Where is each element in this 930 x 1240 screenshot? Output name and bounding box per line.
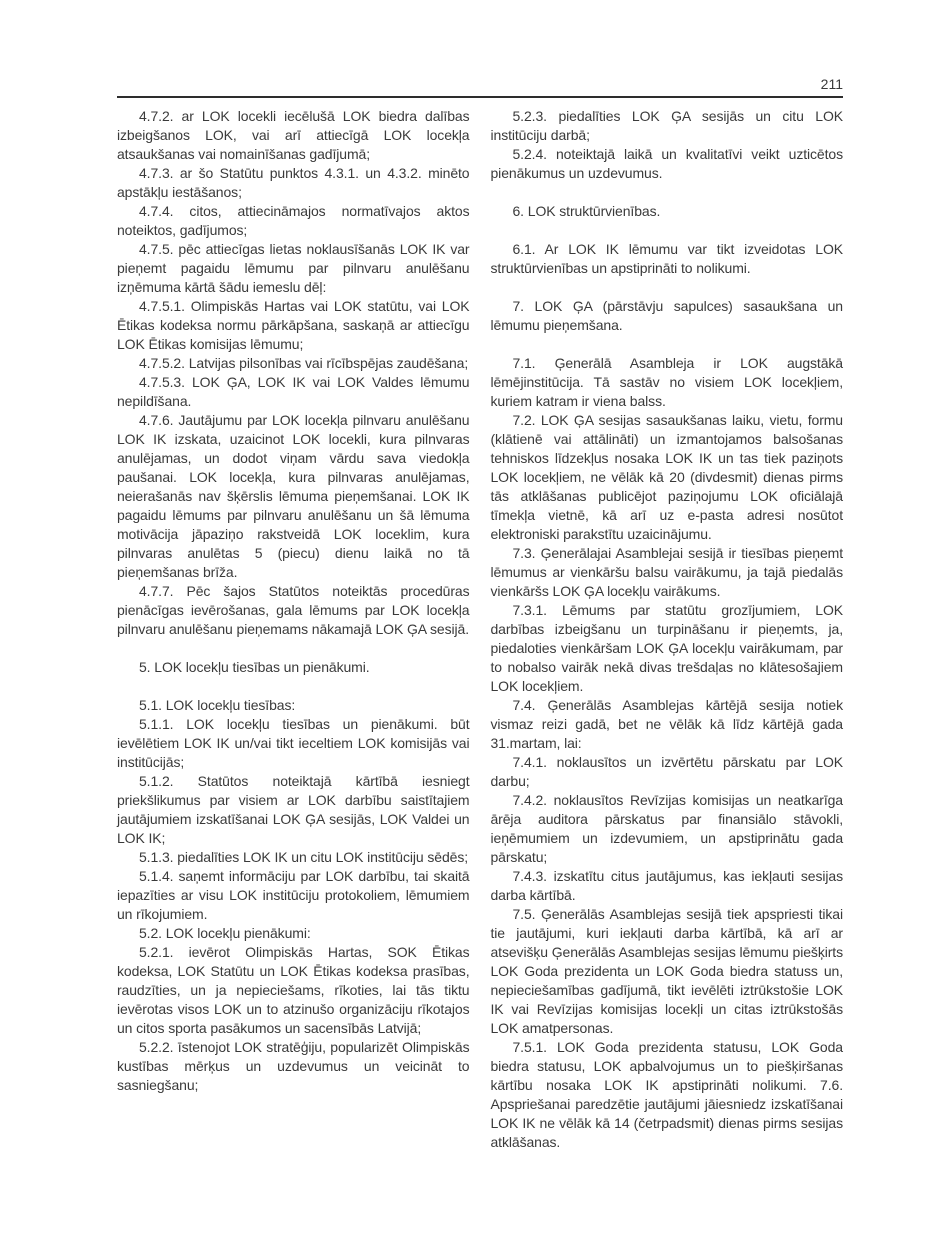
- paragraph: 5.2.4. noteiktajā laikā un kvalitatīvi veikt uzticētos pienākumus un uzdevumus.: [490, 146, 843, 181]
- paragraph: 7.3. Ģenerālajai Asamblejai sesijā ir tiesības pieņemt lēmumus ar vienkāršu balsu vairākumu, ja tajā piedalās vienkāršs LOK ĢA locekļu vairākums.: [490, 545, 843, 599]
- paragraph: 5.1. LOK locekļu tiesības:: [139, 697, 296, 713]
- paragraph: 4.7.5.3. LOK ĢA, LOK IK vai LOK Valdes lēmumu nepildīšana.: [117, 374, 470, 409]
- paragraph: 5.2.2. īstenojot LOK stratēģiju, popularizēt Olimpiskās kustības mērķus un uzdevumus un veicināt to sasniegšanu;: [117, 1039, 470, 1093]
- section-heading: 5. LOK locekļu tiesības un pienākumi.: [139, 659, 370, 675]
- paragraph: 7.4.1. noklausītos un izvērtētu pārskatu par LOK darbu;: [490, 754, 843, 789]
- left-column: [117, 107, 470, 1152]
- paragraph: 7.2. LOK ĢA sesijas sasaukšanas laiku, vietu, formu (klātienē vai attālināti) un izmantojamos balsošanas tehniskos līdzekļus nosaka LOK IK un tas tiek paziņots LOK locekļiem, ne vēlāk kā 20 (divdesmit) dienas pirms tās atklāšanas publicējot paziņojumu LOK oficiālajā tīmekļa vietnē, kā arī uz e-pasta adresi nosūtot elektroniski parakstītu uzaicinājumu.: [490, 412, 843, 542]
- page-header: [117, 76, 843, 98]
- paragraph: 4.7.5.2. Latvijas pilsonības vai rīcībspējas zaudēšana;: [139, 355, 469, 371]
- header-rule: [117, 96, 843, 98]
- paragraph: 5.1.1. LOK locekļu tiesības un pienākumi. būt ievēlētiem LOK IK un/vai tikt ieceltiem LOK komisijās vai institūcijās;: [117, 716, 470, 770]
- two-column-body: [117, 107, 843, 1152]
- section-heading: 6. LOK struktūrvienības.: [512, 203, 661, 219]
- paragraph: 5.2. LOK locekļu pienākumi:: [139, 925, 311, 941]
- section-heading: 7. LOK ĢA (pārstāvju sapulces) sasaukšana un lēmumu pieņemšana.: [490, 298, 843, 333]
- paragraph: 7.1. Ģenerālā Asambleja ir LOK augstākā lēmējinstitūcija. Tā sastāv no visiem LOK locekļiem, kuriem katram ir viena balss.: [490, 355, 843, 409]
- paragraph: 4.7.3. ar šo Statūtu punktos 4.3.1. un 4.3.2. minēto apstākļu iestāšanos;: [117, 165, 470, 200]
- page-number: 211: [820, 76, 843, 92]
- paragraph: 5.2.3. piedalīties LOK ĢA sesijās un citu LOK institūciju darbā;: [490, 108, 843, 143]
- paragraph: 6.1. Ar LOK IK lēmumu var tikt izveidotas LOK struktūrvienības un apstiprināti to nolikumi.: [490, 241, 843, 276]
- paragraph: 4.7.5. pēc attiecīgas lietas noklausīšanās LOK IK var pieņemt pagaidu lēmumu par pilnvaru anulēšanu izņēmuma kārtā šādu iemeslu dēļ:: [117, 241, 470, 295]
- paragraph: 7.3.1. Lēmums par statūtu grozījumiem, LOK darbības izbeigšanu un turpināšanu ir pieņemts, ja, piedaloties vienkāršam LOK ĢA locekļu vairākumam, par to nobalso vairāk nekā divas trešdaļas no klātesošajiem LOK locekļiem.: [490, 602, 843, 694]
- paragraph: 5.1.3. piedalīties LOK IK un citu LOK institūciju sēdēs;: [139, 849, 469, 865]
- paragraph: 4.7.2. ar LOK locekli iecēlušā LOK biedra dalības izbeigšanos LOK, vai arī attiecīgā LOK locekļa atsaukšanas vai nomainīšanas gadījumā;: [117, 108, 470, 162]
- paragraph: 4.7.5.1. Olimpiskās Hartas vai LOK statūtu, vai LOK Ētikas kodeksa normu pārkāpšana, saskaņā ar attiecīgu LOK Ētikas komisijas lēmumu;: [117, 298, 470, 352]
- paragraph: 5.1.4. saņemt informāciju par LOK darbību, tai skaitā iepazīties ar visu LOK institūciju protokoliem, lēmumiem un rīkojumiem.: [117, 868, 470, 922]
- paragraph: 7.4.2. noklausītos Revīzijas komisijas un neatkarīga ārēja auditora pārskatus par finansiālo stāvokli, ieņēmumiem un izdevumiem, un apstiprinātu gada pārskatu;: [490, 792, 843, 865]
- paragraph: 7.5. Ģenerālās Asamblejas sesijā tiek apspriesti tikai tie jautājumi, kuri iekļauti darba kārtībā, kā arī ar atsevišķu Ģenerālās Asamblejas sesijas lēmumu piešķirts LOK Goda prezidenta un LOK Goda biedra statuss un, nepieciešamības gadījumā, tikt ievēlēti iztrūkstošie LOK IK vai Revīzijas komisijas locekļi un citas iztrūkstošās LOK amatpersonas.: [490, 906, 843, 1036]
- paragraph: 4.7.4. citos, attiecināmajos normatīvajos aktos noteiktos, gadījumos;: [117, 203, 470, 238]
- paragraph: 7.5.1. LOK Goda prezidenta statusu, LOK Goda biedra statusu, LOK apbalvojumus un to piešķiršanas kārtību nosaka LOK IK apstiprināti nolikumi. 7.6. Apspriešanai paredzētie jautājumi jāiesniedz izskatīšanai LOK IK ne vēlāk kā 14 (četrpadsmit) dienas pirms sesijas atklāšanas.: [490, 1039, 843, 1150]
- paragraph: 7.4. Ģenerālās Asamblejas kārtējā sesija notiek vismaz reizi gadā, bet ne vēlāk kā līdz kārtējā gada 31.martam, lai:: [490, 697, 843, 751]
- paragraph: 7.4.3. izskatītu citus jautājumus, kas iekļauti sesijas darba kārtībā.: [490, 868, 843, 903]
- paragraph: 5.1.2. Statūtos noteiktajā kārtībā iesniegt priekšlikumus par visiem ar LOK darbību saistītajiem jautājumiem izskatīšanai LOK ĢA sesijās, LOK Valdei un LOK IK;: [117, 773, 470, 846]
- paragraph: 4.7.7. Pēc šajos Statūtos noteiktās procedūras pienācīgas ievērošanas, gala lēmums par LOK locekļa pilnvaru anulēšanu pieņemams nākamajā LOK ĢA sesijā.: [117, 583, 470, 637]
- paragraph: 4.7.6. Jautājumu par LOK locekļa pilnvaru anulēšanu LOK IK izskata, uzaicinot LOK locekli, kura pilnvaras anulējamas, un dodot viņam vārdu sava viedokļa paušanai. LOK locekļa, kura pilnvaras anulējamas, neierašanās nav šķērslis lēmuma pieņemšanai. LOK IK pagaidu lēmums par pilnvaru anulēšanu un šā lēmuma motivācija jāpaziņo rakstveidā LOK loceklim, kura pilnvaras anulētas 5 (piecu) dienu laikā no tā pieņemšanas brīža.: [117, 412, 470, 580]
- right-column: [491, 107, 844, 1152]
- paragraph: 5.2.1. ievērot Olimpiskās Hartas, SOK Ētikas kodeksa, LOK Statūtu un LOK Ētikas kodeksa prasības, raudzīties, un ja nepieciešams, rīkoties, lai tās tiktu ievērotas visos LOK un to atzinušo organizāciju rīkotajos un citos sporta pasākumos un sacensībās Latvijā;: [117, 944, 470, 1036]
